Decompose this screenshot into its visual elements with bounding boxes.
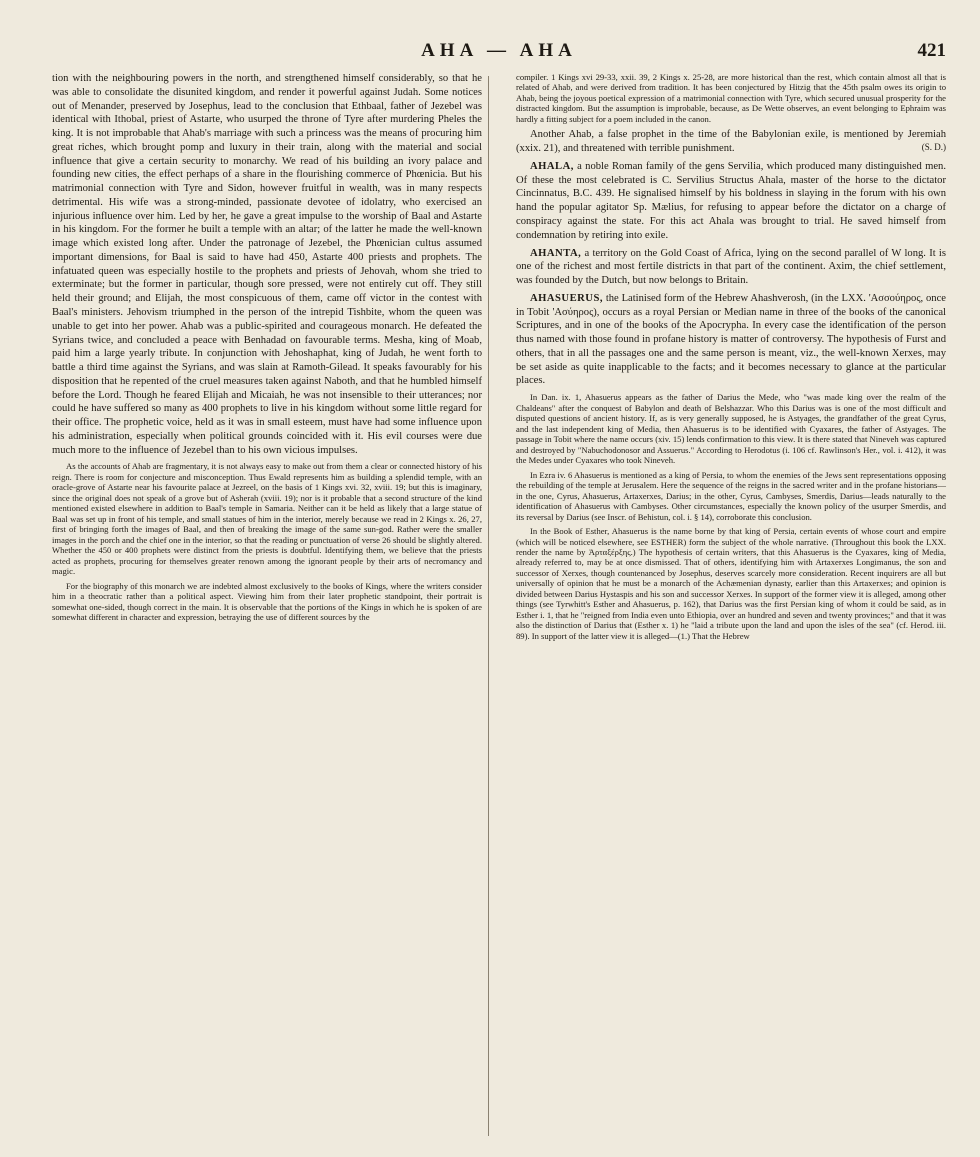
paragraph-text: tion with the neighbouring powers in the north, and strengthened himself considerably, so that he was able to consolidate the disunited kingdom, and render it powerful against Judah. Some notices out of Menander, preserved by Josephus, lead to the conclusion that Ethbaal, father of Jezebel was identical with Ithobal, priest of Astarte, who usurped the throne of Tyre after murdering Pheles the king. It is not improbable that Ahab's marriage with such a princess was the means of procuring him great riches, which brought pomp and luxury in their train, along with the material and social influence that give a certain security to monarchy. We read of his building an ivory palace and founding new cities, the effect perhaps of a share in the flourishing commerce of Phœnicia. But his matrimonial connection with Tyre and Sidon, however fruitful in wealth, was in many respects detrimental. His wife was a strong-minded, passionate devotee of idolatry, who exercised an injurious influence over him. Led by her, he gave a great impulse to the worship of Baal and Astarte in his kingdom. For the former he built a temple with an altar; of the latter he made the well-known image which existed long after. Under the patronage of Jezebel, the Phœnician cultus assumed important dimensions, for Baal is said to have had 450, Astarte 400 priests and prophets. The infatuated queen was especially hostile to the prophets and priests of Jehovah, whom she tried to exterminate; but the former in particular, though sore pressed, were not entirely cut off. They still held their ground; and Elijah, the most conspicuous of them, came off victor in the contest with Baal's ministers. Jehovism triumphed in the person of the intrepid Tishbite, whom the queen was unable to get into her power. Ahab was a public-spirited and courageous monarch. He defeated the Syrians twice, and concluded a peace with Benhadad on favourable terms. Mesha, king of Moab, paid him a large yearly tribute. In conjunction with Jehoshaphat, king of Judah, he went forth to battle a third time against the Syrians, and was slain at Ramoth-Gilead. It speaks favourably for his disposition that he repented of the cruel measures taken against Naboth, and that he humbled himself before the Lord. Though he feared Elijah and Micaiah, he was not insensible to their utterances; nor could he have suffered so many as 400 prophets to live in his kingdom without some little regard for their office. The prophetic voice, held as it was in small esteem, must have had some influence upon his administration, especially when political grounds coincided with it. His evil courses were due much more to the influence of Jezebel than to his own vicious impulses.: [52, 73, 482, 456]
author-signature: (S. D.): [921, 142, 946, 153]
paragraph-text: As the accounts of Ahab are fragmentary, it is not always easy to make out from them a clear or connected history of his reign. There is room for conjecture and misconception. Thus Ewald represents him as building a splendid temple, with an oracle-grove of Astarte near his favourite palace at Jezreel, on the basis of 1 Kings xvi. 32, xviii. 19; but this is imaginary, since the original does not speak of a grove but of Asherah (xviii. 19); nor is it probable that a second structure of the kind mentioned existed elsewhere in addition to Baal's temple in Samaria. Neither can it be held as likely that a large statue of Baal was set up in front of his temple, and small statues of him in the interior, merely because we read in 2 Kings x. 26, 27, first of bringing forth the images of Baal, and then of breaking the image of the same sun-god. Rather were the smaller images in the porch and the chief one in the interior, so that the reading or punctuation of verse 26 should be slightly altered. Whether the 450 or 400 prophets were distinct from the priests is doubtful. Identifying them, we believe that the priests acted as prophets, procuring for themselves greater renown among the ignorant people by their arts of necromancy and magic.: [52, 461, 482, 577]
paragraph: [52, 581, 482, 623]
column-divider: [488, 76, 489, 1136]
paragraph: [516, 392, 946, 465]
paragraph-text: In the Book of Esther, Ahasuerus is the name borne by that king of Persia, certain events of whose court and empire (which will be noticed elsewhere, see ESTHER) form the subject of the whole narrative. (Throughout this book the LXX. render the name by Ἀρταξέρξης.) The hypothesis of certain writers, that this Ahasuerus is the Cyaxares, king of Media, already referred to, may be at once dismissed. That of others, identifying him with Artaxerxes Longimanus, the son and successor of Xerxes, though countenanced by Josephus, deserves scarcely more consideration. Recent inquirers are all but universally of opinion that he must be a monarch of the Achæmenian dynasty, earlier than this Artaxerxes; and opinion is divided between Darius Hystaspis and his son and successor Xerxes. In support of the former view it is alleged, among other things (see Tyrwhitt's Esther and Ahasuerus, p. 162), that Darius was the first Persian king of whom it could be said, as in Esther i. 1, that he "reigned from India even unto Ethiopia, over an hundred and seven and twenty provinces;" and that it was also the distinction of Darius that (Esther x. 1) he "laid a tribute upon the land and upon the isles of the sea" (cf. Herod. iii. 89). In support of the latter view it is alleged—(1.) That the Hebrew: [516, 526, 946, 641]
running-head: AHA — AHA: [421, 40, 577, 61]
paragraph: [516, 292, 946, 388]
paragraph-text: In Ezra iv. 6 Ahasuerus is mentioned as a king of Persia, to whom the enemies of the Jews sent representations opposing the rebuilding of the temple at Jerusalem. Here the sequence of the reigns in the sacred writer and in the profane historians—in the one, Cyrus, Ahasuerus, Artaxerxes, Darius; in the other, Cyrus, Cambyses, Smerdis, Darius—leads naturally to the identification of Ahasuerus with Cambyses. Other circumstances, especially the known policy of the usurper Smerdis, and its reversal by Darius (see Inscr. of Behistun, col. i. § 14), corroborate this conclusion.: [516, 469, 946, 522]
paragraph-text: Another Ahab, a false prophet in the time of the Babylonian exile, is mentioned by Jeremiah (xxix. 21), and threatened with terrible punishment.: [516, 129, 946, 155]
paragraph-text: For the biography of this monarch we are indebted almost exclusively to the books of Kings, where the writers consider him in a theocratic rather than a political aspect. Viewing him from their later prophetic standpoint, their portrait is somewhat one-sided, though correct in the main. It is observable that the portions of the Kings in which he is spoken of are somewhat different in character and expression, betraying the use of different sources by the: [52, 580, 482, 623]
paragraph-text: a territory on the Gold Coast of Africa, lying on the second parallel of W long. It is one of the richest and most fertile districts in that part of the continent. Axim, the chief settlement, was founded by the Dutch, but now belongs to Britain.: [516, 247, 946, 287]
paragraph-text: the Latinised form of the Hebrew Ahashverosh, (in the LXX. 'Ασσούηρος, once in Tobit 'Ασύηρος), occurs as a royal Persian or Median name in three of the books of the canonical Scriptures, and in one of the books of the Apocrypha. In every case the identification of the person thus named with those found in profane history is matter of controversy. The hypothesis of Furst and others, that in all the passages one and the same person is meant, viz., the well-known Xerxes, may be set aside as quite inapplicable to the facts; and it becomes necessary to glance at the particular places.: [516, 292, 946, 387]
paragraph: [516, 470, 946, 522]
entry-headword: AHALA,: [530, 160, 574, 172]
left-column: [52, 72, 482, 645]
paragraph: [516, 247, 946, 288]
paragraph-text: In Dan. ix. 1, Ahasuerus appears as the father of Darius the Mede, who "was made king over the realm of the Chaldeans" after the conquest of Babylon and death of Belshazzar. Who this Darius was is one of the most difficult and disputed questions of ancient history. If, as is very generally supposed, he is Astyages, the grandfather of the great Cyrus, and the last independent king of Media, then Ahasuerus is to be identified with Cyaxares, the father of Astyages. The passage in Tobit where the name occurs (xiv. 15) lends confirmation to this view. It is there stated that Nineveh was captured and destroyed by "Nabuchodonosor and Assuerus." According to Herodotus (i. 106 cf. Rawlinson's Her., vol. i. 412), it was the Medes under Cyaxares who took Nineveh.: [516, 392, 946, 466]
right-column: [516, 72, 946, 645]
paragraph-text: a noble Roman family of the gens Servilia, which produced many distinguished men. Of these the most celebrated is C. Servilius Structus Ahala, master of the horse to the dictator Cincinnatus, B.C. 439. He signalised himself by his boldness in slaying in the forum with his own hand the popular agitator Sp. Mælius, for refusing to appear before the dictator on a charge of conspiracy against the state. For this act Ahala was brought to trial. He saved himself from condemnation by retiring into exile.: [516, 160, 946, 241]
paragraph-text: compiler. 1 Kings xvi 29-33, xxii. 39, 2 Kings x. 25-28, are more historical than the rest, which contain almost all that is related of Ahab, and were derived from tradition. It has been conjectured by Hitzig that the 45th psalm owes its origin to Ahab, being the joyous poetical expression of a matrimonial connection with Tyre, which secured unusual prosperity for the distracted kingdom. But the assumption is improbable, because, as De Wette observes, an event belonging to Ephraim was hardly a fitting subject for a poem included in the canon.: [516, 72, 946, 124]
page-number: 421: [917, 40, 946, 61]
paragraph: [516, 72, 946, 124]
paragraph: [516, 128, 946, 156]
paragraph: [52, 461, 482, 576]
paragraph: [52, 72, 482, 457]
paragraph: [516, 160, 946, 243]
columns: [52, 72, 946, 645]
entry-headword: AHASUERUS,: [530, 292, 603, 304]
page-header: [52, 40, 946, 70]
entry-headword: AHANTA,: [530, 247, 582, 259]
paragraph: [516, 526, 946, 641]
